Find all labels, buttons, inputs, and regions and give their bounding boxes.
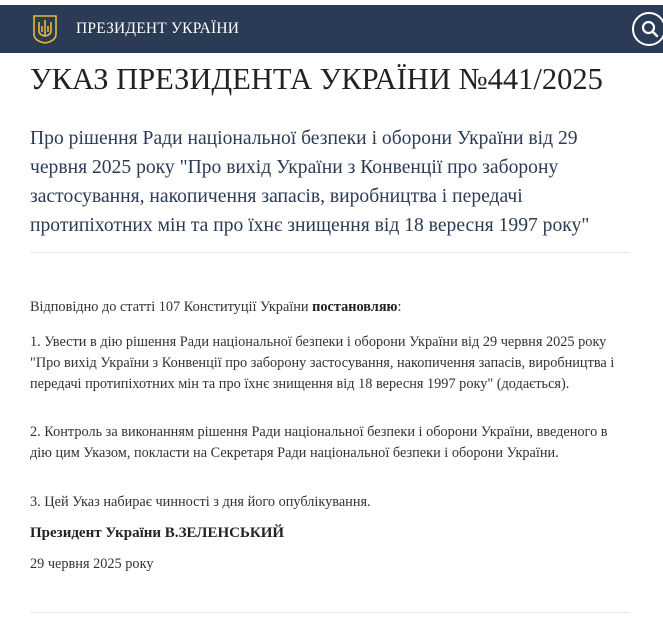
signature: Президент України В.ЗЕЛЕНСЬКИЙ xyxy=(30,525,285,541)
trident-coat-of-arms-icon[interactable] xyxy=(31,14,59,44)
intro-end: : xyxy=(397,299,402,315)
paragraph-1: 1. Увести в дію рішення Ради національної безпеки і оборони України від 29 червня 2025 року "Про вихід України з Конвенції про заборону застосування, накопичення запасів, виробництва і передачі протипіхотних мін та про їхнє знищення від 18 вересня 1997 року" (додається). xyxy=(30,334,615,392)
intro-text: Відповідно до статті 107 Конституції України xyxy=(30,299,313,315)
search-button[interactable] xyxy=(632,12,663,46)
site-header xyxy=(0,5,663,53)
intro-bold: постановляю xyxy=(312,299,398,315)
decree-title: УКАЗ ПРЕЗИДЕНТА УКРАЇНИ №441/2025 xyxy=(30,62,603,96)
intro-paragraph xyxy=(30,297,630,318)
site-title[interactable]: ПРЕЗИДЕНТ УКРАЇНИ xyxy=(76,20,240,37)
decree-subtitle: Про рішення Ради національної безпеки і оборони України від 29 червня 2025 року "Про вихід України з Конвенції про заборону застосування, накопичення запасів, виробництва і передачі протипіхотних мін та про їхнє знищення від 18 вересня 1997 року" xyxy=(30,128,590,236)
search-icon xyxy=(641,20,659,38)
paragraph-2: 2. Контроль за виконанням рішення Ради національної безпеки і оборони України, введеного в дію цим Указом, покласти на Секретаря Ради національної безпеки і оборони України. xyxy=(30,424,608,461)
divider xyxy=(30,252,630,253)
decree-date: 29 червня 2025 року xyxy=(30,556,154,572)
paragraph-3: 3. Цей Указ набирає чинності з дня його опублікування. xyxy=(30,494,371,510)
divider-bottom xyxy=(30,612,630,613)
